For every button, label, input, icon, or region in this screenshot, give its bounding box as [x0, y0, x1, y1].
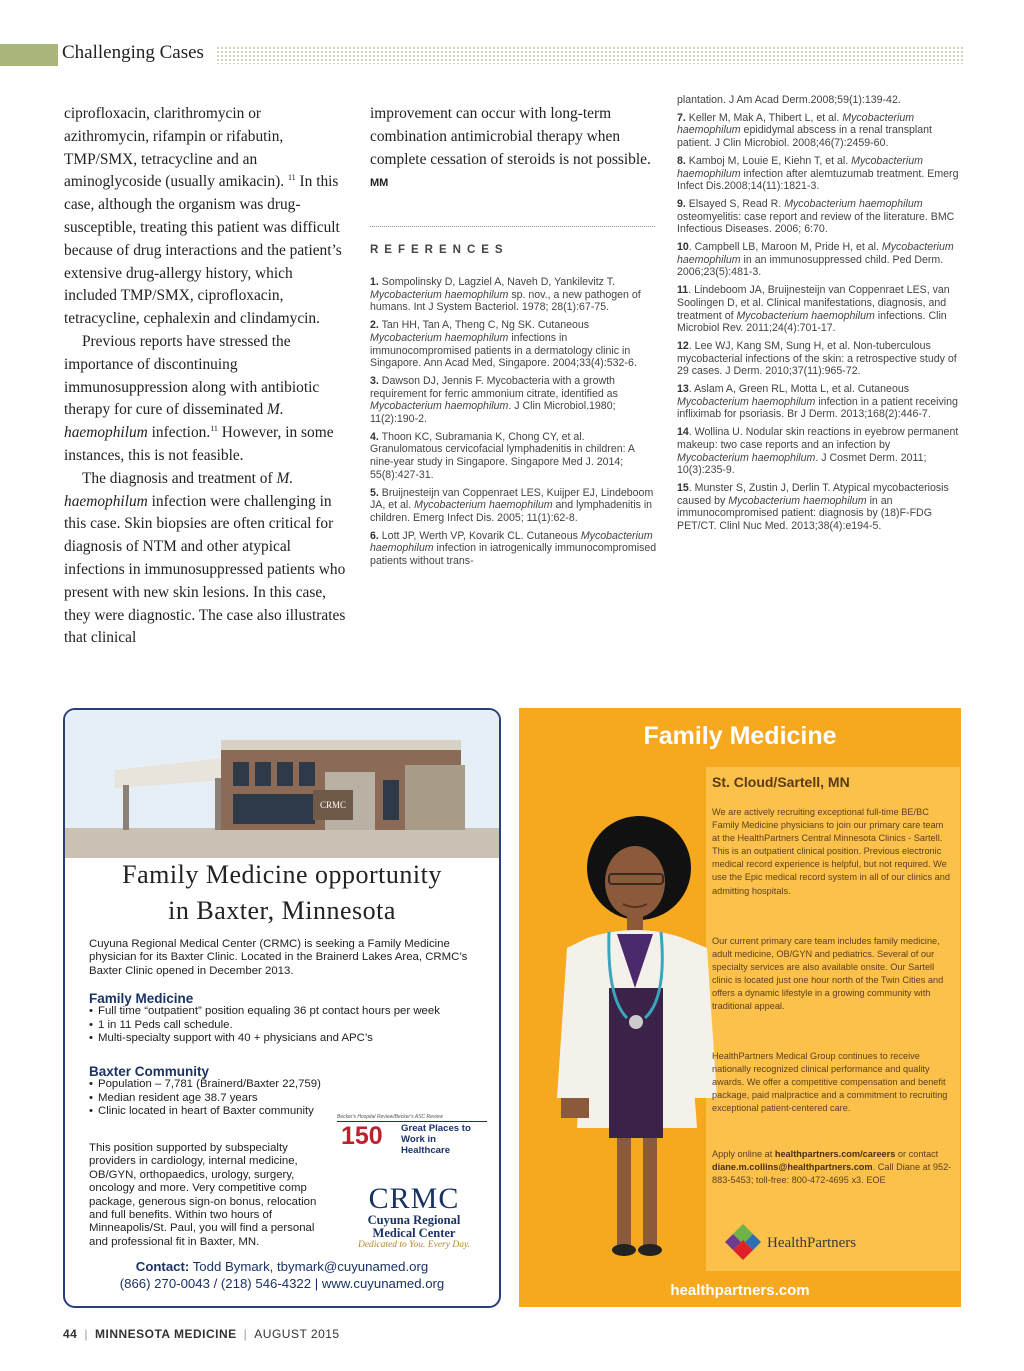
- section-heading: Baxter Community: [89, 1064, 210, 1079]
- page-footer: 44 | MINNESOTA MEDICINE | AUGUST 2015: [63, 1327, 340, 1341]
- doctor-illustration: [547, 798, 717, 1268]
- reference-item: 8. Kamboj M, Louie E, Kiehn T, et al. Mycobacterium haemophilum infection after alemtuzumab treatment. Emerg Infect Dis.2008;14(11):1821-3.: [677, 154, 959, 193]
- article-paragraph: The diagnosis and treatment of M. haemophilum infection were challenging in this case. Skin biopsies are often critical for diagnosis of NTM and other atypical infections in immunosuppressed patients who present with new skin lesions. In this case, they were diagnostic. The case also illustrates that clinical: [64, 469, 346, 647]
- reference-item: 7. Keller M, Mak A, Thibert L, et al. Mycobacterium haemophilum epididymal abscess in a renal transplant patient. J Clin Microbiol. 2008;46(7):2459-60.: [677, 111, 932, 150]
- support-text: This position supported by subspecialty providers in cardiology, internal medicine, OB/GYN, orthopaedics, urology, surgery, oncology and more. Very competitive comp package, generous sign-on bonus, relocation and full benefits. Within two hours of Minneapolis/St. Paul, you will find a personal and professional fit in Baxter, MN.: [89, 1142, 317, 1248]
- references-list-1: [370, 276, 657, 573]
- section-title: Challenging Cases: [62, 42, 204, 63]
- ad-paragraph: HealthPartners Medical Group continues to receive nationally recognized clinical performance and quality awards. We offer a competitive compensation and benefit package, paid malpractice and a commitment to recruiting exceptional patient-centered care.: [712, 1051, 948, 1114]
- award-badge: [337, 1114, 487, 1154]
- ad-footer-url: healthpartners.com: [670, 1282, 810, 1299]
- reference-item: 5. Bruijnesteijn van Coppenraet LES, Kuijper EJ, Lindeboom JA, et al. Mycobacterium haemophilum and lymphadenitis in children. Emerg Infect Dis. 2005; 11(1):62-8.: [370, 486, 654, 524]
- reference-item: 12. Lee WJ, Kang SM, Sung H, et al. Non-tuberculous mycobacterial infections of the skin: a retrospective study of 29 cases. J Derm. 2010;37(11):965-72.: [677, 339, 957, 378]
- reference-item: 10. Campbell LB, Maroon M, Pride H, et al. Mycobacterium haemophilum in an immunosuppressed child. Ped Derm. 2006;23(5):481-3.: [677, 241, 954, 279]
- reference-item: 4. Thoon KC, Subramania K, Chong CY, et al. Granulomatous cervicofacial lymphadenitis in children: A nine-year study in Singapore. Singapore Med J. 2014; 55(8):427-31.: [370, 430, 635, 481]
- ad-title: Family Medicine: [643, 722, 837, 750]
- article-column-2: improvement can occur with long-term combination antimicrobial therapy when complete cessation of steroids is not possible. MM: [370, 105, 651, 190]
- clinic-sign: CRMC: [319, 800, 347, 810]
- references-list-2: [677, 94, 963, 538]
- badge-number: 150: [341, 1122, 383, 1150]
- reference-item: 14. Wollina U. Nodular skin reactions in eyebrow permanent makeup: two case reports and an infection by Mycobacterium haemophilum. J Cosmet Derm. 2011; 10(3):235-9.: [677, 426, 959, 477]
- section-heading: Family Medicine: [89, 991, 194, 1006]
- section-color-bar: [0, 44, 58, 66]
- article-paragraph: Previous reports have stressed the importance of discontinuing immunosuppression along with antibiotic therapy for cure of disseminated M. haemophilum infection.$^{11}$ However, in some instances, this is not feasible.: [64, 332, 334, 464]
- list-item: • Population – 7,781 (Brainerd/Baxter 22,759): [89, 1078, 485, 1091]
- badge-text: Great Places to Work in Healthcare: [401, 1123, 471, 1156]
- ad-paragraph: We are actively recruiting exceptional full-time BE/BC Family Medicine physicians to join our primary care team at the HealthPartners Central Minnesota Clinics - Sartell. This is an outpatient clinical position. Previous electronic medical record experience is helpful, but not required. We use the Epic medical record system in all of our clinics and admitting hospitals.: [712, 807, 950, 896]
- reference-item: 13. Aslam A, Green RL, Motta L, et al. Cutaneous Mycobacterium haemophilum infection in a patient receiving infliximab for psoriasis. Br J Derm. 2013;168(2):446-7.: [677, 383, 958, 421]
- references-heading: REFERENCES: [370, 244, 509, 256]
- header-dot-pattern: [216, 46, 964, 64]
- apply-info: Apply online at healthpartners.com/careers or contact diane.m.collins@healthpartners.com. Call Diane at 952-883-5453; toll-free: 800-472-4695 x3. EOE: [712, 1149, 952, 1186]
- healthpartners-mark-icon: [723, 1222, 763, 1262]
- reference-item: 11. Lindeboom JA, Bruijnesteijn van Coppenraet LES, van Soolingen D, et al. Clinical manifestations, diagnosis, and treatment of Mycobacterium haemophilum infections. Clin Microbiol Rev. 2011;24(4):701-17.: [677, 284, 950, 335]
- end-mark: MM: [370, 177, 389, 190]
- ad-intro: Cuyuna Regional Medical Center (CRMC) is seeking a Family Medicine physician for its Baxter Clinic. Located in the Brainerd Lakes Area, CRMC’s Baxter Clinic opened in December 2013.: [89, 938, 468, 977]
- reference-item: 1. Sompolinsky D, Lagziel A, Naveh D, Yankilevitz T. Mycobacterium haemophilum sp. nov., a new pathogen of humans. Int J System Bacteriol. 1978; 28(1):67-75.: [370, 276, 641, 314]
- baxter-community-section: [89, 1065, 485, 1119]
- reference-item: 3. Dawson DJ, Jennis F. Mycobacteria with a growth requirement for ferric ammonium citrate, identified as Mycobacterium haemophilum. J Clin Microbiol.1980; 11(2):190-2.: [370, 374, 618, 426]
- location: St. Cloud/Sartell, MN: [712, 774, 850, 790]
- list-item: • Full time “outpatient” position equaling 36 pt contact hours per week: [89, 1005, 485, 1018]
- divider: [370, 226, 655, 227]
- badge-source: Becker's Hospital Review/Becker's ASC Review: [337, 1114, 487, 1122]
- reference-item: 9. Elsayed S, Read R. Mycobacterium haemophilum osteomyelitis: case report and review of the literature. BMC Infectious Diseases. 2006; 6:70.: [677, 197, 955, 236]
- list-item: • Median resident age 38.7 years: [89, 1092, 485, 1105]
- list-item: • Clinic located in heart of Baxter community: [89, 1105, 485, 1118]
- ad-paragraph: Our current primary care team includes family medicine, adult medicine, OB/GYN and pediatrics. Several of our specialty services are also available onsite. Our Sartell clinic is located just one hour north of the Twin Cities and offers a dynamic lifestyle in a growing community with traditional appeal.: [712, 936, 944, 1012]
- reference-item: 15. Munster S, Zustin J, Derlin T. Atypical mycobacteriosis caused by Mycobacterium haemophilum in an immunocompromised patient: diagnosis by (18)F-FDG PET/CT. Clinl Nuc Med. 2013;38(4):e194-5.: [677, 481, 949, 533]
- ad-title-line-2: in Baxter, Minnesota: [168, 896, 396, 925]
- list-item: • Multi-specialty support with 40 + physicians and APC’s: [89, 1032, 485, 1045]
- crmc-advertisement: [63, 708, 501, 1308]
- family-medicine-section: [89, 992, 485, 1046]
- list-item: • 1 in 11 Peds call schedule.: [89, 1019, 485, 1032]
- healthpartners-logo: HealthPartners: [723, 1222, 923, 1262]
- clinic-building-photo: [65, 710, 499, 858]
- article-paragraph: ciprofloxacin, clarithromycin or azithromycin, rifampin or rifabutin, TMP/SMX, tetracycline and an aminoglycoside (usually amikacin). $^{11}$ In this case, although the organism was drug-susceptible, treating this patient was difficult because of drug interactions and the patient’s extensive drug-allergy history, which included TMP/SMX, ciprofloxacin, tetracycline, cephalexin and clindamycin.: [64, 105, 342, 328]
- reference-continuation: plantation. J Am Acad Derm.2008;59(1):139-42.: [677, 94, 901, 106]
- crmc-logo: CRMC Cuyuna Regional Medical Center Dedicated to You. Every Day.: [357, 1182, 471, 1250]
- contact-info: Contact: Todd Bymark, tbymark@cuyunamed.org (866) 270-0043 / (218) 546-4322 | www.cuyunamed.org: [119, 1259, 445, 1291]
- reference-item: 2. Tan HH, Tan A, Theng C, Ng SK. Cutaneous Mycobacterium haemophilum infections in immunocompromised patients in a dermatology clinic in Singapore. Ann Acad Med, Singapore. 2004;33(4):532-6.: [370, 319, 637, 370]
- ad-title-line-1: Family Medicine opportunity: [122, 860, 442, 889]
- healthpartners-advertisement: [519, 708, 961, 1307]
- reference-item: 6. Lott JP, Werth VP, Kovarik CL. Cutaneous Mycobacterium haemophilum infection in iatrogenically immunocompromised patients without trans-: [370, 529, 657, 568]
- article-column-1: [64, 103, 346, 650]
